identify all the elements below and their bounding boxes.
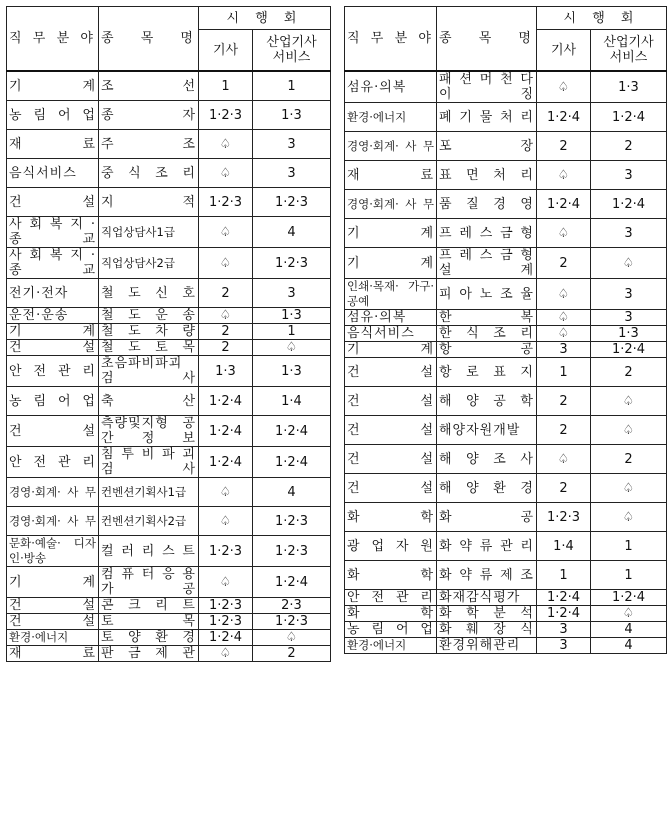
cell-field: 건 설 xyxy=(345,416,437,445)
cell-grade1: ♤ xyxy=(199,248,253,279)
table-row xyxy=(345,416,667,445)
cell-field: 기 계 xyxy=(7,324,99,340)
cell-grade2: 4 xyxy=(253,217,331,248)
table-row xyxy=(345,279,667,310)
table-row xyxy=(345,638,667,654)
cell-grade2: 1·2·4 xyxy=(253,567,331,598)
header-round: 시 행 회 xyxy=(199,7,331,30)
table-row xyxy=(7,416,331,447)
cell-field: 재 료 xyxy=(7,130,99,159)
table-row xyxy=(7,340,331,356)
cell-field: 건 설 xyxy=(345,387,437,416)
cell-grade2: 1·3 xyxy=(253,356,331,387)
cell-grade2: 1 xyxy=(253,71,331,101)
cell-grade2: 1·2·3 xyxy=(253,507,331,536)
cell-field: 섬유·의복 xyxy=(345,71,437,103)
cell-field: 농 림 어 업 xyxy=(7,101,99,130)
cell-grade2: 3 xyxy=(253,130,331,159)
table-row xyxy=(345,606,667,622)
cell-grade2: 2 xyxy=(591,358,667,387)
cell-subject: 축 산 xyxy=(99,387,199,416)
cell-field: 기 계 xyxy=(7,567,99,598)
table-row xyxy=(345,310,667,326)
cell-grade1: ♤ xyxy=(537,326,591,342)
table-row xyxy=(7,536,331,567)
cell-grade1: ♤ xyxy=(537,445,591,474)
cell-grade2: 3 xyxy=(591,279,667,310)
cell-field: 경영·회계· 사 무 xyxy=(345,132,437,161)
cell-field: 농 림 어 업 xyxy=(345,622,437,638)
cell-subject: 직업상담사1급 xyxy=(99,217,199,248)
cell-subject: 한 복 xyxy=(437,310,537,326)
table-row xyxy=(7,248,331,279)
cell-grade1: 1 xyxy=(537,561,591,590)
cell-subject: 지 적 xyxy=(99,188,199,217)
cell-grade2: ♤ xyxy=(591,503,667,532)
cell-subject: 철 도 토 목 xyxy=(99,340,199,356)
cell-grade2: 1·2·4 xyxy=(591,103,667,132)
cell-field: 기 계 xyxy=(7,71,99,101)
cell-grade1: ♤ xyxy=(537,71,591,103)
cell-grade1: 3 xyxy=(537,638,591,654)
cell-grade1: 1·2·3 xyxy=(537,503,591,532)
cell-subject: 표 면 처 리 xyxy=(437,161,537,190)
table-row xyxy=(345,326,667,342)
header-round: 시 행 회 xyxy=(537,7,667,30)
cell-grade2: 2·3 xyxy=(253,598,331,614)
cell-grade1: ♤ xyxy=(199,646,253,662)
table-row xyxy=(345,219,667,248)
table-row xyxy=(7,598,331,614)
table-row xyxy=(345,590,667,606)
cell-subject: 철 도 차 량 xyxy=(99,324,199,340)
table-row xyxy=(345,103,667,132)
cell-grade1: 2 xyxy=(199,279,253,308)
table-row xyxy=(7,188,331,217)
table-row xyxy=(345,132,667,161)
cell-grade1: 2 xyxy=(537,474,591,503)
cell-field: 경영·회계· 사 무 xyxy=(7,507,99,536)
cell-grade1: ♤ xyxy=(199,478,253,507)
cell-subject: 조 선 xyxy=(99,71,199,101)
table-row xyxy=(345,561,667,590)
cell-subject: 직업상담사2급 xyxy=(99,248,199,279)
cell-field: 재 료 xyxy=(345,161,437,190)
cell-field: 건 설 xyxy=(345,358,437,387)
cell-grade1: ♤ xyxy=(199,159,253,188)
cell-grade2: 1 xyxy=(253,324,331,340)
cell-grade1: ♤ xyxy=(199,507,253,536)
header-grade2 xyxy=(253,30,331,72)
cell-subject: 프 레 스 금 형 xyxy=(437,219,537,248)
cell-subject: 해 양 환 경 xyxy=(437,474,537,503)
cell-subject: 침 투 비 파 괴 검 사 xyxy=(99,447,199,478)
cell-grade2: 1·3 xyxy=(253,308,331,324)
table-row xyxy=(345,342,667,358)
cell-field: 경영·회계· 사 무 xyxy=(7,478,99,507)
cell-grade2: 1·4 xyxy=(253,387,331,416)
cell-subject: 중 식 조 리 xyxy=(99,159,199,188)
cell-grade1: 1·2·3 xyxy=(199,188,253,217)
cell-subject: 프 레 스 금 형 설 계 xyxy=(437,248,537,279)
cell-grade2: 4 xyxy=(253,478,331,507)
cell-subject: 토 양 환 경 xyxy=(99,630,199,646)
cell-grade2: ♤ xyxy=(591,416,667,445)
cell-grade2: 3 xyxy=(591,310,667,326)
cell-field: 환경·에너지 xyxy=(345,103,437,132)
cell-field: 재 료 xyxy=(7,646,99,662)
exam-schedule-table-left xyxy=(6,6,331,662)
cell-grade1: 1·2·3 xyxy=(199,598,253,614)
cell-field: 안 전 관 리 xyxy=(7,356,99,387)
cell-grade1: ♤ xyxy=(199,308,253,324)
cell-subject: 품 질 경 영 xyxy=(437,190,537,219)
cell-field: 안 전 관 리 xyxy=(345,590,437,606)
cell-subject: 해 양 공 학 xyxy=(437,387,537,416)
cell-grade1: 2 xyxy=(199,340,253,356)
cell-grade1: 1·2·4 xyxy=(199,630,253,646)
cell-grade2: 1·2·4 xyxy=(253,447,331,478)
cell-grade1: 2 xyxy=(537,387,591,416)
cell-grade1: ♤ xyxy=(537,219,591,248)
table-row xyxy=(7,101,331,130)
cell-subject: 패 션 머 천 다 이 징 xyxy=(437,71,537,103)
table-row xyxy=(7,387,331,416)
table-row xyxy=(7,71,331,101)
cell-subject: 철 도 운 송 xyxy=(99,308,199,324)
cell-grade1: 1·2·4 xyxy=(537,590,591,606)
cell-grade2: 3 xyxy=(591,219,667,248)
table-row xyxy=(7,279,331,308)
cell-grade1: 1·4 xyxy=(537,532,591,561)
cell-subject: 주 조 xyxy=(99,130,199,159)
cell-grade2: 3 xyxy=(591,161,667,190)
header-grade1: 기사 xyxy=(199,30,253,72)
cell-field: 경영·회계· 사 무 xyxy=(345,190,437,219)
cell-grade1: 1·3 xyxy=(199,356,253,387)
cell-subject: 한 식 조 리 xyxy=(437,326,537,342)
cell-subject: 토 목 xyxy=(99,614,199,630)
cell-grade1: ♤ xyxy=(199,130,253,159)
cell-field: 기 계 xyxy=(345,342,437,358)
header-subject: 종 목 명 xyxy=(437,7,537,72)
cell-grade2: 1·2·3 xyxy=(253,188,331,217)
table-row xyxy=(345,161,667,190)
cell-grade2: 1·2·4 xyxy=(591,590,667,606)
table-row xyxy=(7,646,331,662)
cell-grade1: 1·2·4 xyxy=(537,190,591,219)
cell-subject: 해 양 조 사 xyxy=(437,445,537,474)
cell-field: 전기·전자 xyxy=(7,279,99,308)
cell-field: 건 설 xyxy=(345,474,437,503)
cell-field: 화 학 xyxy=(345,561,437,590)
table-row xyxy=(7,324,331,340)
cell-grade1: 2 xyxy=(199,324,253,340)
exam-schedule-table-right xyxy=(344,6,667,654)
cell-grade2: 2 xyxy=(591,132,667,161)
cell-field: 환경·에너지 xyxy=(7,630,99,646)
cell-subject: 콘 크 리 트 xyxy=(99,598,199,614)
cell-subject: 종 자 xyxy=(99,101,199,130)
cell-field: 화 학 xyxy=(345,503,437,532)
cell-field: 농 림 어 업 xyxy=(7,387,99,416)
cell-field: 기 계 xyxy=(345,248,437,279)
cell-field: 환경·에너지 xyxy=(345,638,437,654)
header-grade2-line2: 서비스 xyxy=(609,50,648,65)
cell-field: 사 회 복 지 · 종 교 xyxy=(7,248,99,279)
cell-subject: 해양자원개발 xyxy=(437,416,537,445)
cell-field: 기 계 xyxy=(345,219,437,248)
cell-grade1: 2 xyxy=(537,248,591,279)
cell-field: 사 회 복 지 · 종 교 xyxy=(7,217,99,248)
table-row xyxy=(7,356,331,387)
cell-grade1: 1 xyxy=(537,358,591,387)
table-row xyxy=(345,622,667,638)
cell-subject: 컴 퓨 터 응 용 가 공 xyxy=(99,567,199,598)
cell-field: 광 업 자 원 xyxy=(345,532,437,561)
cell-grade2: 1·3 xyxy=(591,326,667,342)
cell-grade2: 1 xyxy=(591,561,667,590)
cell-grade2: ♤ xyxy=(591,474,667,503)
cell-subject: 컨벤션기획사2급 xyxy=(99,507,199,536)
cell-subject: 판 금 제 관 xyxy=(99,646,199,662)
cell-subject: 측량및지형 공 간 정 보 xyxy=(99,416,199,447)
table-row xyxy=(7,630,331,646)
cell-field: 음식서비스 xyxy=(7,159,99,188)
cell-subject: 폐 기 물 처 리 xyxy=(437,103,537,132)
cell-grade2: 1 xyxy=(591,532,667,561)
cell-grade2: ♤ xyxy=(591,387,667,416)
table-row xyxy=(7,159,331,188)
cell-grade2: 1·2·4 xyxy=(253,416,331,447)
cell-subject: 항 공 xyxy=(437,342,537,358)
cell-subject: 컬 러 리 스 트 xyxy=(99,536,199,567)
header-grade2-line2: 서비스 xyxy=(272,50,311,65)
cell-field: 건 설 xyxy=(7,598,99,614)
header-grade2-line1: 산업기사 xyxy=(603,35,654,50)
cell-grade2: 1·2·3 xyxy=(253,248,331,279)
cell-subject: 초음파비파괴 검 사 xyxy=(99,356,199,387)
cell-grade1: ♤ xyxy=(537,279,591,310)
cell-grade1: 1·2·4 xyxy=(199,447,253,478)
table-row xyxy=(7,614,331,630)
header-grade2-line1: 산업기사 xyxy=(266,35,317,50)
cell-field: 화 학 xyxy=(345,606,437,622)
cell-grade1: 1 xyxy=(199,71,253,101)
header-grade1: 기사 xyxy=(537,30,591,72)
cell-grade1: 1·2·4 xyxy=(537,103,591,132)
cell-grade2: 2 xyxy=(591,445,667,474)
table-row xyxy=(345,474,667,503)
cell-field: 건 설 xyxy=(345,445,437,474)
cell-grade2: 4 xyxy=(591,638,667,654)
cell-grade1: ♤ xyxy=(537,310,591,326)
cell-grade1: ♤ xyxy=(199,217,253,248)
cell-grade1: 2 xyxy=(537,132,591,161)
cell-grade1: 1·2·3 xyxy=(199,614,253,630)
cell-grade2: 1·2·4 xyxy=(591,190,667,219)
cell-grade2: 1·2·3 xyxy=(253,536,331,567)
cell-subject: 항 로 표 지 xyxy=(437,358,537,387)
cell-grade1: 1·2·3 xyxy=(199,101,253,130)
cell-grade2: ♤ xyxy=(253,340,331,356)
cell-subject: 화 공 xyxy=(437,503,537,532)
cell-subject: 철 도 신 호 xyxy=(99,279,199,308)
table-row xyxy=(345,503,667,532)
table-row xyxy=(7,217,331,248)
cell-field: 섬유·의복 xyxy=(345,310,437,326)
cell-grade1: 2 xyxy=(537,416,591,445)
cell-grade2: 1·3 xyxy=(591,71,667,103)
table-row xyxy=(7,130,331,159)
cell-grade2: 4 xyxy=(591,622,667,638)
cell-subject: 포 장 xyxy=(437,132,537,161)
cell-grade1: ♤ xyxy=(199,567,253,598)
cell-field: 음식서비스 xyxy=(345,326,437,342)
cell-grade2: 1·2·4 xyxy=(591,342,667,358)
table-row xyxy=(7,308,331,324)
cell-grade2: ♤ xyxy=(591,248,667,279)
cell-field: 문화·예술· 디자인·방송 xyxy=(7,536,99,567)
cell-field: 건 설 xyxy=(7,188,99,217)
table-row xyxy=(7,507,331,536)
cell-field: 인쇄·목재· 가구·공예 xyxy=(345,279,437,310)
cell-grade1: 3 xyxy=(537,342,591,358)
cell-grade2: 1·2·3 xyxy=(253,614,331,630)
cell-field: 건 설 xyxy=(7,340,99,356)
header-field: 직 무 분 야 xyxy=(7,7,99,72)
cell-field: 운전·운송 xyxy=(7,308,99,324)
table-row xyxy=(345,532,667,561)
table-row xyxy=(7,478,331,507)
table-row xyxy=(7,447,331,478)
table-row xyxy=(345,445,667,474)
table-row xyxy=(7,567,331,598)
cell-grade2: 3 xyxy=(253,159,331,188)
cell-subject: 화 훼 장 식 xyxy=(437,622,537,638)
header-field: 직 무 분 야 xyxy=(345,7,437,72)
cell-subject: 화재감식평가 xyxy=(437,590,537,606)
cell-subject: 화 학 분 석 xyxy=(437,606,537,622)
header-grade2 xyxy=(591,30,667,72)
cell-grade2: 2 xyxy=(253,646,331,662)
cell-grade2: 1·3 xyxy=(253,101,331,130)
cell-field: 건 설 xyxy=(7,416,99,447)
cell-grade2: ♤ xyxy=(591,606,667,622)
cell-grade1: 1·2·4 xyxy=(199,416,253,447)
cell-grade2: 3 xyxy=(253,279,331,308)
cell-field: 건 설 xyxy=(7,614,99,630)
table-row xyxy=(345,358,667,387)
cell-grade2: ♤ xyxy=(253,630,331,646)
cell-grade1: 1·2·4 xyxy=(199,387,253,416)
table-row xyxy=(345,387,667,416)
cell-subject: 컨벤션기획사1급 xyxy=(99,478,199,507)
cell-grade1: 1·2·3 xyxy=(199,536,253,567)
cell-grade1: ♤ xyxy=(537,161,591,190)
table-row xyxy=(345,71,667,103)
cell-grade1: 3 xyxy=(537,622,591,638)
table-row xyxy=(345,190,667,219)
table-row xyxy=(345,248,667,279)
cell-subject: 피 아 노 조 율 xyxy=(437,279,537,310)
cell-field: 안 전 관 리 xyxy=(7,447,99,478)
cell-subject: 환경위해관리 xyxy=(437,638,537,654)
cell-grade1: 1·2·4 xyxy=(537,606,591,622)
header-subject: 종 목 명 xyxy=(99,7,199,72)
cell-subject: 화 약 류 제 조 xyxy=(437,561,537,590)
cell-subject: 화 약 류 관 리 xyxy=(437,532,537,561)
